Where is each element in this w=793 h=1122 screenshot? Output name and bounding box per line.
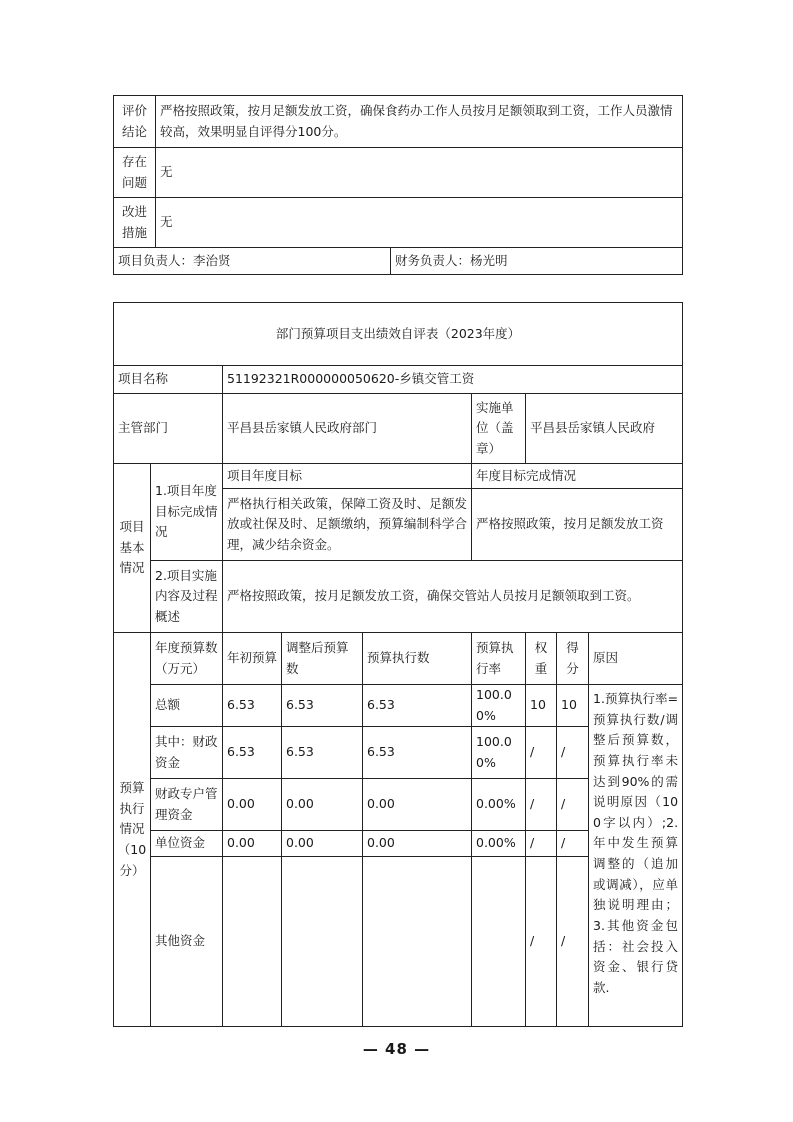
row-label: 其中：财政资金 bbox=[151, 727, 223, 779]
header-reason: 原因 bbox=[589, 633, 683, 685]
row-executed: 0.00 bbox=[363, 831, 472, 857]
goal-text: 严格执行相关政策，保障工资及时、足额发放或社保及时、足额缴纳，预算编制科学合理，减少结余资金。 bbox=[223, 489, 472, 561]
row-initial: 6.53 bbox=[223, 727, 282, 779]
basic-info-label: 项目基本情况 bbox=[114, 464, 151, 633]
issues-text: 无 bbox=[156, 148, 683, 198]
row-weight: 10 bbox=[526, 685, 557, 727]
header-annual-budget: 年度预算数（万元） bbox=[151, 633, 223, 685]
row-initial: 0.00 bbox=[223, 779, 282, 831]
row-rate bbox=[472, 857, 526, 1027]
row-weight: / bbox=[526, 779, 557, 831]
row-adjusted: 6.53 bbox=[282, 727, 363, 779]
row-executed: 6.53 bbox=[363, 685, 472, 727]
row-weight: / bbox=[526, 857, 557, 1027]
row-label: 单位资金 bbox=[151, 831, 223, 857]
dept-label: 主管部门 bbox=[114, 394, 223, 464]
row-adjusted: 6.53 bbox=[282, 685, 363, 727]
row-score: / bbox=[557, 779, 589, 831]
header-weight: 权重 bbox=[526, 633, 557, 685]
header-execution-rate: 预算执行率 bbox=[472, 633, 526, 685]
header-adjusted-budget: 调整后预算数 bbox=[282, 633, 363, 685]
reason-text: 1.预算执行率=预算执行数/调整后预算数，预算执行率未达到90%的需说明原因（100字以内）;2.年中发生预算调整的（追加或调减），应单独说明理由；3.其他资金包括：社会投入资金、银行贷款. bbox=[589, 685, 683, 1027]
header-score: 得分 bbox=[557, 633, 589, 685]
goal-done-text: 严格按照政策，按月足额发放工资 bbox=[472, 489, 683, 561]
implementation-content-text: 严格按照政策，按月足额发放工资，确保交管站人员按月足额领取到工资。 bbox=[223, 561, 683, 633]
row-weight: / bbox=[526, 831, 557, 857]
issues-label: 存在问题 bbox=[114, 148, 156, 198]
page-number: — 48 — bbox=[362, 1040, 431, 1058]
row-score: / bbox=[557, 727, 589, 779]
row-rate: 100.00% bbox=[472, 727, 526, 779]
project-name-label: 项目名称 bbox=[114, 366, 223, 394]
improvement-text: 无 bbox=[156, 198, 683, 248]
row-label: 其他资金 bbox=[151, 857, 223, 1027]
eval-conclusion-text: 严格按照政策，按月足额发放工资，确保食药办工作人员按月足额领取到工资，工作人员激情较高，效果明显自评得分100分。 bbox=[156, 96, 683, 148]
goal-done-header: 年度目标完成情况 bbox=[472, 464, 683, 489]
eval-conclusion-label: 评价结论 bbox=[114, 96, 156, 148]
project-name-value: 51192321R000000050620-乡镇交管工资 bbox=[223, 366, 683, 394]
row-label: 总额 bbox=[151, 685, 223, 727]
row-executed: 0.00 bbox=[363, 779, 472, 831]
row-executed: 6.53 bbox=[363, 727, 472, 779]
row-initial: 6.53 bbox=[223, 685, 282, 727]
performance-self-evaluation-table bbox=[113, 302, 683, 1027]
row-adjusted: 0.00 bbox=[282, 779, 363, 831]
row-weight: / bbox=[526, 727, 557, 779]
row-score: 10 bbox=[557, 685, 589, 727]
row-rate: 0.00% bbox=[472, 779, 526, 831]
row-score: / bbox=[557, 831, 589, 857]
row-rate: 0.00% bbox=[472, 831, 526, 857]
improvement-label: 改进措施 bbox=[114, 198, 156, 248]
header-executed: 预算执行数 bbox=[363, 633, 472, 685]
table-title: 部门预算项目支出绩效自评表（2023年度） bbox=[114, 303, 683, 366]
finance-lead: 财务负责人：杨光明 bbox=[391, 248, 683, 275]
impl-unit-value: 平昌县岳家镇人民政府 bbox=[526, 394, 683, 464]
row-executed bbox=[363, 857, 472, 1027]
row-rate: 100.00% bbox=[472, 685, 526, 727]
goal-header: 项目年度目标 bbox=[223, 464, 472, 489]
dept-value: 平昌县岳家镇人民政府部门 bbox=[223, 394, 472, 464]
budget-execution-label: 预算执行情况（10分） bbox=[114, 633, 151, 1027]
row-score: / bbox=[557, 857, 589, 1027]
row-initial bbox=[223, 857, 282, 1027]
row-adjusted bbox=[282, 857, 363, 1027]
evaluation-summary-table bbox=[113, 95, 683, 275]
impl-unit-label: 实施单位（盖章） bbox=[472, 394, 526, 464]
implementation-content-label: 2.项目实施内容及过程概述 bbox=[151, 561, 223, 633]
row-adjusted: 0.00 bbox=[282, 831, 363, 857]
header-initial-budget: 年初预算 bbox=[223, 633, 282, 685]
goal-completion-label: 1.项目年度目标完成情况 bbox=[151, 464, 223, 561]
row-initial: 0.00 bbox=[223, 831, 282, 857]
project-lead: 项目负责人：李治贤 bbox=[114, 248, 391, 275]
row-label: 财政专户管理资金 bbox=[151, 779, 223, 831]
